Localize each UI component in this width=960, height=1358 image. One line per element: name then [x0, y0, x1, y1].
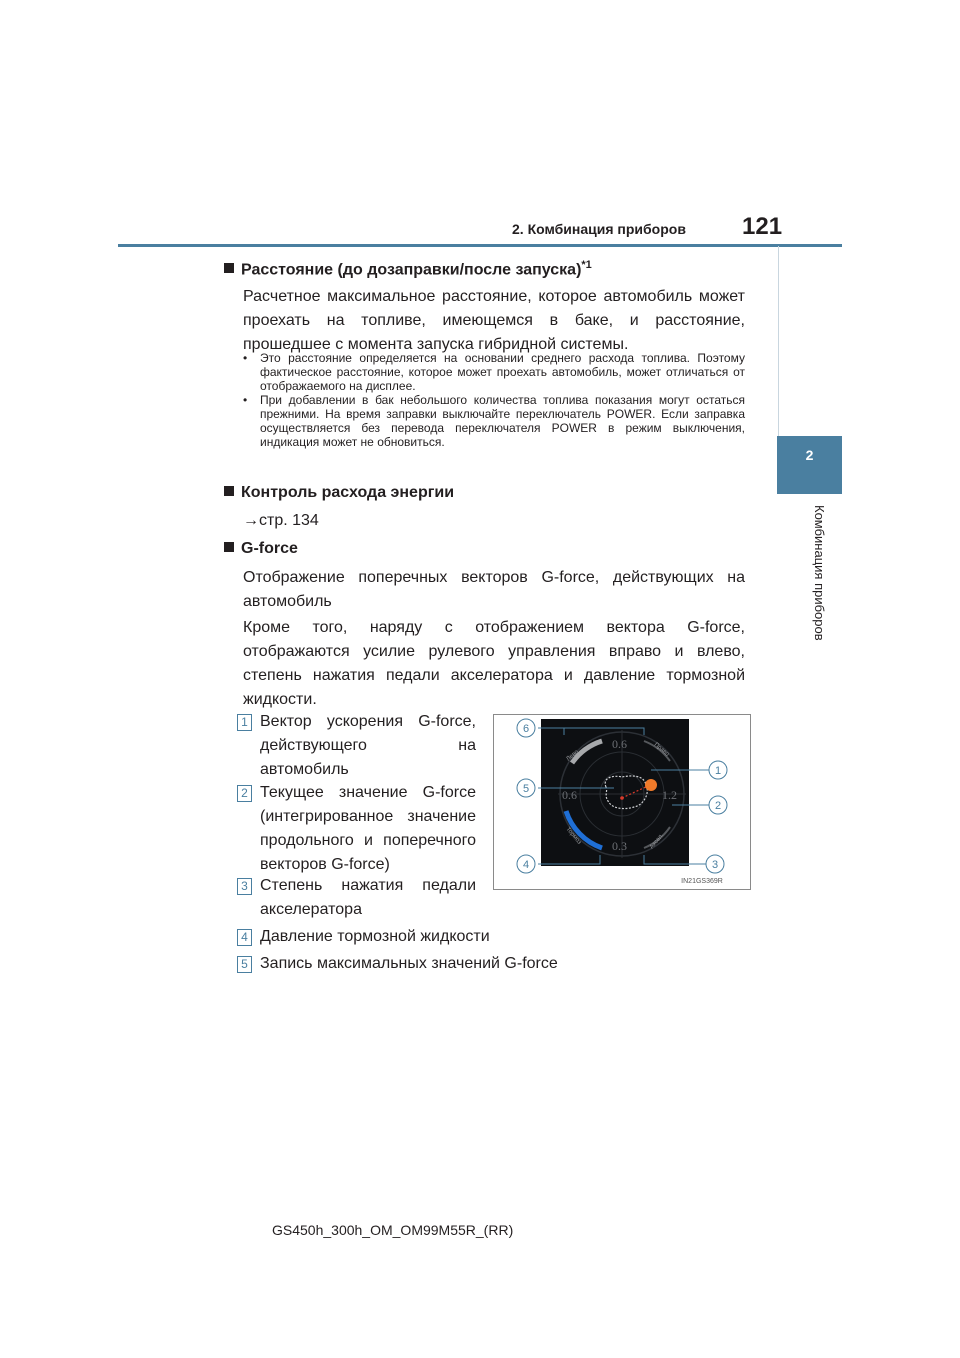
callout-1-label: 1	[714, 765, 722, 777]
section-energy-heading	[224, 484, 454, 502]
section-bullet-square	[224, 542, 234, 552]
model-code: GS450h_300h_OM_OM99M55R_(RR)	[272, 1222, 514, 1238]
footnote-mark: *1	[581, 259, 592, 271]
arc-label-accel: Аксел.	[648, 832, 666, 851]
section-distance-notes	[243, 351, 745, 449]
section-gforce-title: G-force	[241, 540, 298, 557]
gauge-label-bottom: 0.3	[612, 839, 627, 853]
chapter-title: 2. Комбинация приборов	[512, 221, 686, 237]
section-distance-title: Расстояние (до дозаправки/после запуска)	[241, 261, 582, 279]
legend-text: Степень нажатия педали акселератора	[260, 877, 476, 918]
gforce-gauge-illustration	[494, 715, 750, 889]
gauge-label-top: 0.6	[612, 737, 627, 751]
gauge-label-right: 1.2	[662, 788, 677, 802]
side-tab-rule	[778, 246, 779, 436]
page-reference: →стр. 134	[243, 512, 319, 529]
legend-text: Вектор ускорения G-force, действующего на автомобиль	[260, 713, 476, 778]
chapter-tab	[777, 436, 842, 494]
g-vector-marker	[645, 779, 657, 791]
section-distance-text: Расчетное максимальное расстояние, которое автомобиль может проехать на топливе, имеющемся в баке, и расстояние, прошедшее с момента запуска гибридной системы.	[243, 288, 745, 353]
section-distance-heading	[224, 259, 592, 279]
note-item: • При добавлении в бак небольшого количества топлива показания могут остаться прежними. На время заправки выключайте переключатель POWER. Если заправка осуществляется без перевода переключателя POWER в режим выключения, индикация может не обновиться.	[243, 393, 745, 449]
legend-text: Давление тормозной жидкости	[260, 928, 490, 945]
note-text: Это расстояние определяется на основании среднего расхода топлива. Поэтому фактическое расстояние, которое может проехать автомобиль, может отличаться от отображаемого на дисплее.	[260, 351, 745, 393]
section-energy-title: Контроль расхода энергии	[241, 484, 455, 501]
section-gforce-heading	[224, 540, 298, 558]
section-gforce-text1: Отображение поперечных векторов G-force, действующих на автомобиль	[243, 569, 745, 610]
arc-label-left: Лево	[565, 749, 580, 763]
chapter-tab-label: Комбинация приборов	[812, 505, 827, 641]
callout-number: 2	[237, 785, 252, 802]
legend-text: Текущее значение G-force (интегрированное значение продольного и поперечного векторов G-force)	[260, 784, 476, 873]
figure-id: IN21GS369R	[681, 878, 723, 885]
callout-3-label: 3	[711, 859, 719, 871]
gforce-figure	[493, 714, 751, 890]
note-text: При добавлении в бак небольшого количества топлива показания могут остаться прежними. На время заправки выключайте переключатель POWER. Если заправка осуществляется без перевода переключателя POWER в режим выключения, индикация может не обновиться.	[260, 393, 745, 449]
callout-6-label: 6	[522, 723, 530, 735]
section-gforce-text2: Кроме того, наряду с отображением вектора G-force, отображаются усилие рулевого управления вправо и влево, степень нажатия педали акселератора и давление тормозной жидкости.	[243, 619, 745, 708]
g-vector-origin	[620, 796, 624, 800]
header-rule	[118, 244, 842, 247]
callout-number: 3	[237, 878, 252, 895]
gauge-label-left: 0.6	[562, 788, 577, 802]
section-bullet-square	[224, 486, 234, 496]
section-bullet-square	[224, 263, 234, 273]
callout-number: 5	[237, 956, 252, 973]
chapter-tab-number: 2	[805, 447, 814, 463]
page-number: 121	[742, 213, 783, 240]
callout-5-label: 5	[522, 783, 530, 795]
callout-4-label: 4	[522, 859, 530, 871]
arc-label-right: Право	[652, 741, 670, 758]
legend-text: Запись максимальных значений G-force	[260, 955, 558, 972]
callout-number: 1	[237, 714, 252, 731]
arc-label-brake: Тормоз	[564, 826, 582, 846]
callout-2-label: 2	[714, 800, 722, 812]
callout-number: 4	[237, 929, 252, 946]
note-item: • Это расстояние определяется на основании среднего расхода топлива. Поэтому фактическое расстояние, которое может проехать автомобиль, может отличаться от отображаемого на дисплее.	[243, 351, 745, 393]
